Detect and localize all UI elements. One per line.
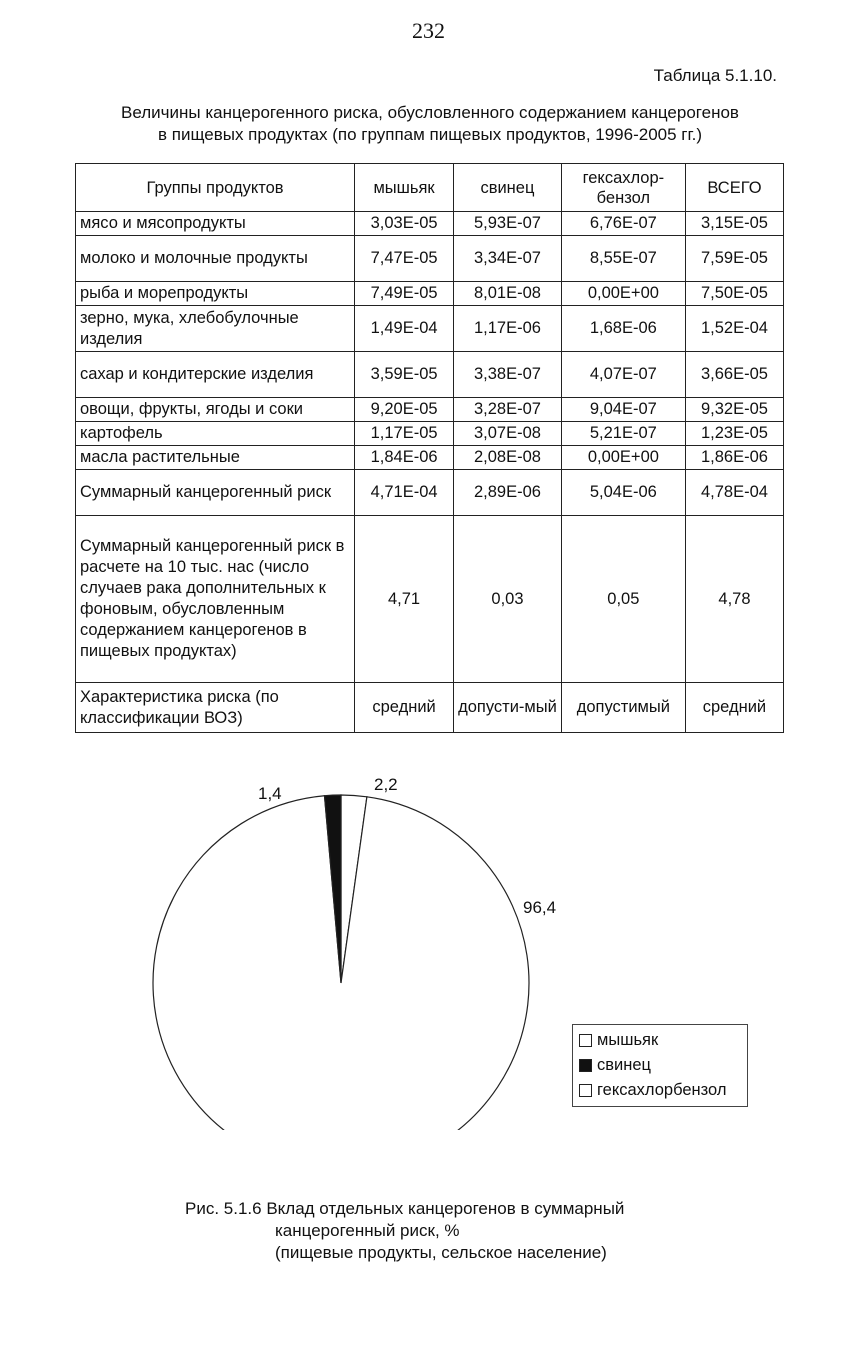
table-cell: 5,04E-06 — [561, 470, 685, 516]
table-cell: 1,52E-04 — [685, 306, 783, 352]
header-hexachlorobenzene: гексахлор- бензол — [561, 164, 685, 212]
legend-swatch-arsenic — [579, 1034, 592, 1047]
table-row — [76, 516, 784, 683]
table-cell: 9,04E-07 — [561, 398, 685, 422]
legend-label-hexachlorobenzene: гексахлорбензол — [597, 1081, 727, 1099]
table-row — [76, 212, 784, 236]
row-label: мясо и мясопродукты — [76, 212, 355, 236]
table-row — [76, 352, 784, 398]
table-row — [76, 282, 784, 306]
slice-label-hexachlorobenzene: 2,2 — [374, 775, 398, 794]
table-cell: 7,59E-05 — [685, 236, 783, 282]
header-lead: свинец — [454, 164, 562, 212]
table-cell: 1,17E-05 — [355, 422, 454, 446]
row-label: зерно, мука, хлебобулочные изделия — [76, 306, 355, 352]
table-cell: 5,93E-07 — [454, 212, 562, 236]
row-label: овощи, фрукты, ягоды и соки — [76, 398, 355, 422]
table-cell: 2,89E-06 — [454, 470, 562, 516]
legend-item-lead — [579, 1053, 741, 1078]
table-cell: 8,01E-08 — [454, 282, 562, 306]
table-cell: 8,55E-07 — [561, 236, 685, 282]
page-number: 232 — [412, 18, 445, 43]
legend-item-hexachlorobenzene — [579, 1078, 741, 1103]
header-total: ВСЕГО — [685, 164, 783, 212]
table-cell: 7,47E-05 — [355, 236, 454, 282]
row-label: Характеристика риска (по классификации ВОЗ) — [76, 683, 355, 733]
table-caption: Таблица 5.1.10. — [653, 66, 777, 85]
table-cell: 0,05 — [561, 516, 685, 683]
table-row — [76, 236, 784, 282]
slice-label-arsenic: 96,4 — [523, 898, 557, 917]
figure-caption — [185, 1198, 624, 1264]
header-arsenic: мышьяк — [355, 164, 454, 212]
legend-item-arsenic — [579, 1028, 741, 1053]
header-product-groups: Группы продуктов — [76, 164, 355, 212]
table-cell: 3,59E-05 — [355, 352, 454, 398]
figure-caption-line3: (пищевые продукты, сельское население) — [275, 1243, 607, 1262]
table-cell: 3,66E-05 — [685, 352, 783, 398]
row-label: молоко и молочные продукты — [76, 236, 355, 282]
table-row — [76, 470, 784, 516]
table-row — [76, 446, 784, 470]
table-cell: средний — [355, 683, 454, 733]
table-cell: 9,32E-05 — [685, 398, 783, 422]
table-cell: 6,76E-07 — [561, 212, 685, 236]
table-cell: 4,71 — [355, 516, 454, 683]
figure-caption-line2: канцерогенный риск, % — [275, 1221, 460, 1240]
table-cell: 1,84E-06 — [355, 446, 454, 470]
carcinogen-risk-table — [75, 163, 784, 733]
table-cell: 5,21E-07 — [561, 422, 685, 446]
row-label: картофель — [76, 422, 355, 446]
table-header-row — [76, 164, 784, 212]
table-cell: средний — [685, 683, 783, 733]
row-label: Суммарный канцерогенный риск в расчете на 10 тыс. нас (число случаев рака дополнительных к фоновым, обусловленным содержанием канцерогенов в пищевых продуктах) — [76, 516, 355, 683]
row-label: Суммарный канцерогенный риск — [76, 470, 355, 516]
table-cell: 1,17E-06 — [454, 306, 562, 352]
table-cell: допустимый — [561, 683, 685, 733]
table-cell: 3,28E-07 — [454, 398, 562, 422]
row-label: рыба и морепродукты — [76, 282, 355, 306]
slice-label-lead: 1,4 — [258, 784, 282, 803]
table-row — [76, 398, 784, 422]
table-cell: 4,07E-07 — [561, 352, 685, 398]
table-cell: 3,34E-07 — [454, 236, 562, 282]
table-cell: 3,15E-05 — [685, 212, 783, 236]
legend-label-arsenic: мышьяк — [597, 1031, 659, 1049]
table-cell: 0,03 — [454, 516, 562, 683]
row-label: сахар и кондитерские изделия — [76, 352, 355, 398]
legend-swatch-hexachlorobenzene — [579, 1084, 592, 1097]
table-title — [75, 102, 785, 146]
table-cell: 4,78E-04 — [685, 470, 783, 516]
table-cell: 0,00E+00 — [561, 282, 685, 306]
table-cell: 9,20E-05 — [355, 398, 454, 422]
table-cell: 4,71E-04 — [355, 470, 454, 516]
table-cell: 3,07E-08 — [454, 422, 562, 446]
table-title-line2: в пищевых продуктах (по группам пищевых продуктов, 1996-2005 гг.) — [158, 125, 702, 144]
table-row — [76, 422, 784, 446]
legend-swatch-lead — [579, 1059, 592, 1072]
table-cell: 1,49E-04 — [355, 306, 454, 352]
table-cell: 7,49E-05 — [355, 282, 454, 306]
table-row — [76, 306, 784, 352]
table-cell: 4,78 — [685, 516, 783, 683]
chart-legend — [572, 1024, 748, 1107]
table-cell: допусти-мый — [454, 683, 562, 733]
table-cell: 1,23E-05 — [685, 422, 783, 446]
row-label: масла растительные — [76, 446, 355, 470]
figure-caption-line1: Рис. 5.1.6 Вклад отдельных канцерогенов в суммарный — [185, 1199, 625, 1218]
table-cell: 2,08E-08 — [454, 446, 562, 470]
table-cell: 1,86E-06 — [685, 446, 783, 470]
table-cell: 3,03E-05 — [355, 212, 454, 236]
table-row — [76, 683, 784, 733]
table-cell: 7,50E-05 — [685, 282, 783, 306]
table-cell: 0,00E+00 — [561, 446, 685, 470]
legend-label-lead: свинец — [597, 1056, 651, 1074]
table-cell: 1,68E-06 — [561, 306, 685, 352]
table-title-line1: Величины канцерогенного риска, обусловленного содержанием канцерогенов — [121, 103, 739, 122]
table-cell: 3,38E-07 — [454, 352, 562, 398]
